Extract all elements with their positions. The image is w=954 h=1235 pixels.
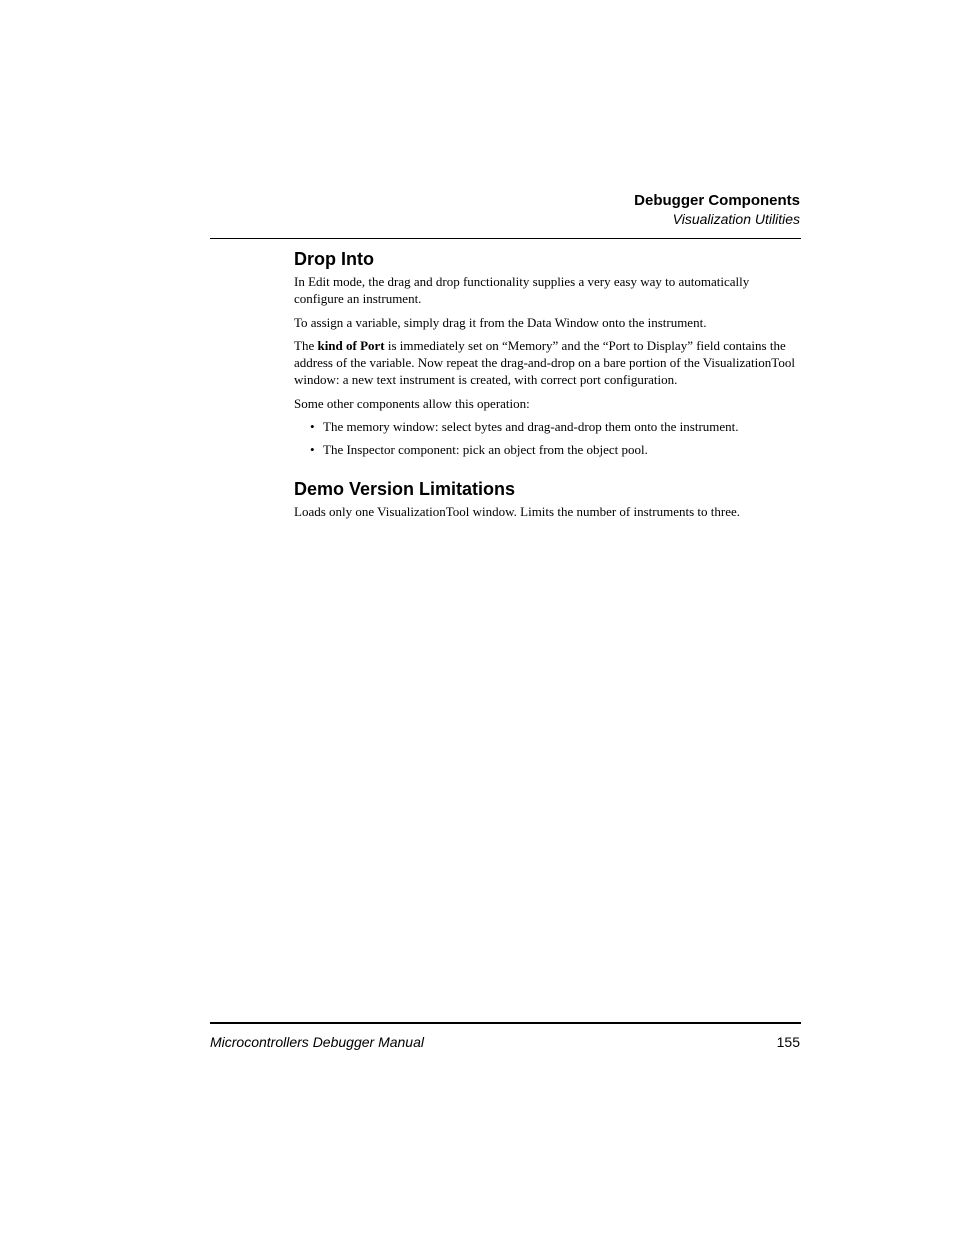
footer-manual-title: Microcontrollers Debugger Manual — [210, 1034, 424, 1050]
footer-rule — [210, 1022, 801, 1024]
paragraph — [294, 337, 801, 389]
header-rule — [210, 238, 801, 239]
bullet-icon: • — [310, 442, 315, 458]
paragraph-text: The — [294, 337, 318, 353]
bullet-icon: • — [310, 419, 315, 435]
list-item-text: The memory window: select bytes and drag-and-drop them onto the instrument. — [323, 419, 739, 435]
header-subtitle: Visualization Utilities — [672, 211, 800, 227]
paragraph-text: is immediately set on “Memory” and the “Port to Display” field contains the address of the variable. Now repeat the drag-and-drop on a bare portion of the VisualizationTool window: a new text instrument is created, with correct port configuration. — [294, 337, 795, 388]
section-heading-demo-version-limitations: Demo Version Limitations — [294, 478, 516, 499]
paragraph: In Edit mode, the drag and drop functionality supplies a very easy way to automatically configure an instrument. — [294, 274, 750, 307]
list-item — [310, 441, 801, 458]
header-title: Debugger Components — [634, 192, 800, 209]
list-item — [310, 418, 801, 435]
bullet-list — [294, 418, 801, 459]
page-content — [294, 248, 801, 526]
section-heading-drop-into: Drop Into — [294, 249, 374, 269]
bold-term: kind of Port — [317, 337, 385, 353]
paragraph: To assign a variable, simply drag it from the Data Window onto the instrument. — [294, 314, 707, 330]
paragraph: Loads only one VisualizationTool window. Limits the number of instruments to three. — [294, 503, 741, 519]
list-item-text: The Inspector component: pick an object from the object pool. — [323, 442, 648, 458]
page-number: 155 — [776, 1034, 800, 1050]
paragraph: Some other components allow this operation: — [294, 395, 530, 411]
running-header — [634, 191, 800, 228]
